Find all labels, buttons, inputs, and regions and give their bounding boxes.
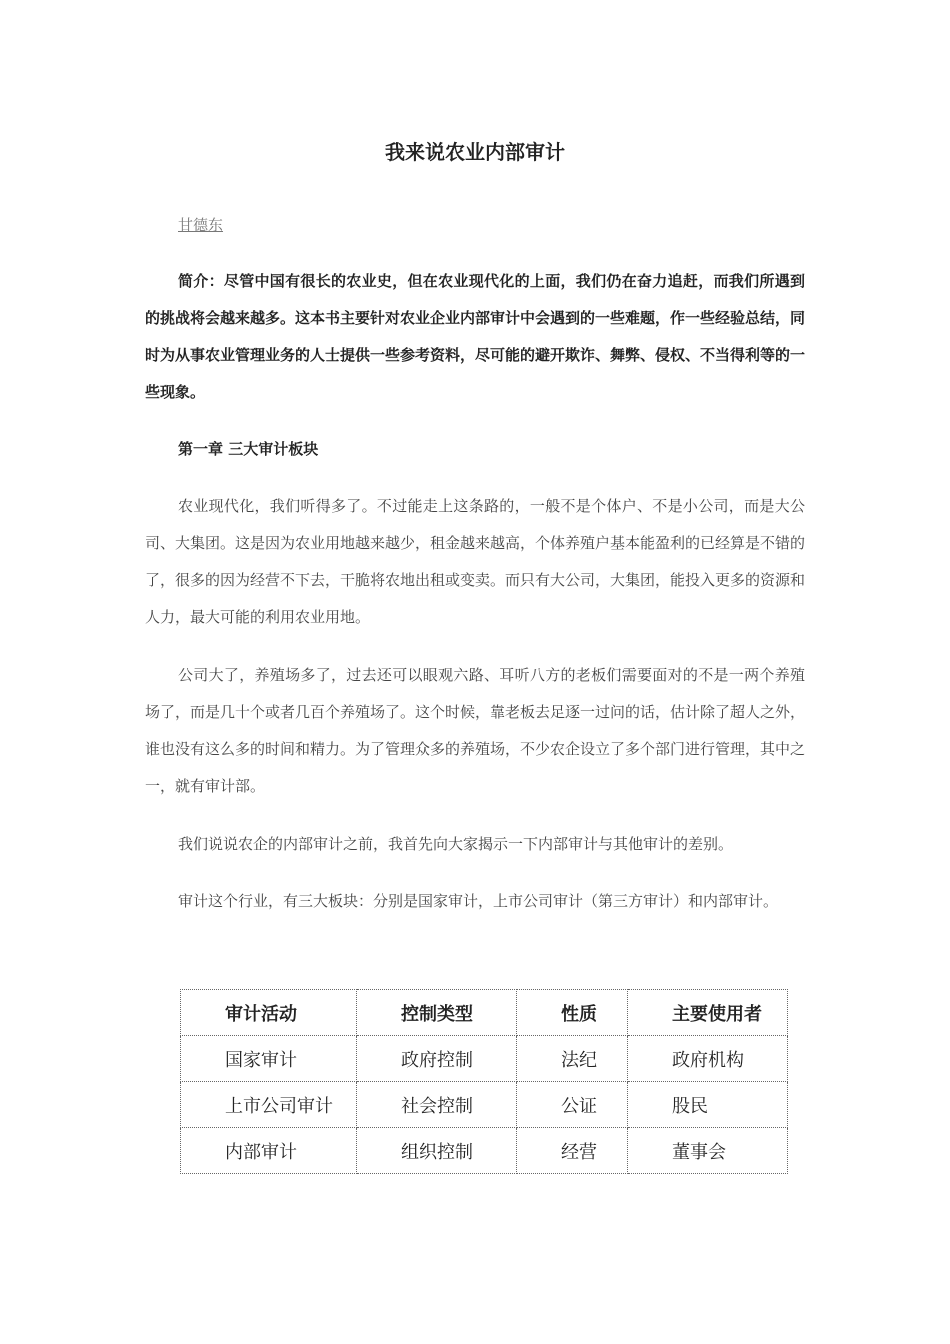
audit-comparison-table: [180, 989, 788, 1174]
table-row: [181, 1036, 788, 1082]
table-cell: 政府控制: [357, 1036, 517, 1082]
table-row: [181, 1128, 788, 1174]
table-cell: 公证: [517, 1082, 628, 1128]
table-header-cell: 审计活动: [181, 990, 357, 1036]
table-cell: 政府机构: [628, 1036, 788, 1082]
intro-paragraph: 简介：尽管中国有很长的农业史，但在农业现代化的上面，我们仍在奋力追赶，而我们所遇到的挑战将会越来越多。这本书主要针对农业企业内部审计中会遇到的一些难题，作一些经验总结，同时为从事农业管理业务的人士提供一些参考资料，尽可能的避开欺诈、舞弊、侵权、不当得利等的一些现象。: [145, 272, 806, 401]
body-paragraph-1: 农业现代化，我们听得多了。不过能走上这条路的，一般不是个体户、不是小公司，而是大公司、大集团。这是因为农业用地越来越少，租金越来越高，个体养殖户基本能盈利的已经算是不错的了，很多的因为经营不下去，干脆将农地出租或变卖。而只有大公司，大集团，能投入更多的资源和人力，最大可能的利用农业用地。: [145, 497, 806, 626]
table-header-cell: 主要使用者: [628, 990, 788, 1036]
table-cell: 董事会: [628, 1128, 788, 1174]
table-cell: 组织控制: [357, 1128, 517, 1174]
table-cell: 股民: [628, 1082, 788, 1128]
table-header-row: [181, 990, 788, 1036]
table-cell: 国家审计: [181, 1036, 357, 1082]
chapter-heading: 第一章 三大审计板块: [178, 440, 319, 458]
table-cell: 社会控制: [357, 1082, 517, 1128]
author-link[interactable]: 甘德东: [178, 216, 224, 234]
table-cell: 上市公司审计: [181, 1082, 357, 1128]
table-cell: 法纪: [517, 1036, 628, 1082]
table-header-cell: 控制类型: [357, 990, 517, 1036]
body-paragraph-4: 审计这个行业，有三大板块：分别是国家审计，上市公司审计（第三方审计）和内部审计。: [178, 892, 779, 910]
body-paragraph-3: 我们说说农企的内部审计之前，我首先向大家揭示一下内部审计与其他审计的差别。: [178, 835, 734, 853]
table-cell: 内部审计: [181, 1128, 357, 1174]
table-header-cell: 性质: [517, 990, 628, 1036]
table-row: [181, 1082, 788, 1128]
document-title: 我来说农业内部审计: [385, 140, 565, 164]
table-cell: 经营: [517, 1128, 628, 1174]
body-paragraph-2: 公司大了，养殖场多了，过去还可以眼观六路、耳听八方的老板们需要面对的不是一两个养殖场了，而是几十个或者几百个养殖场了。这个时候，靠老板去足逐一过问的话，估计除了超人之外，谁也没有这么多的时间和精力。为了管理众多的养殖场，不少农企设立了多个部门进行管理，其中之一，就有审计部。: [145, 666, 806, 795]
